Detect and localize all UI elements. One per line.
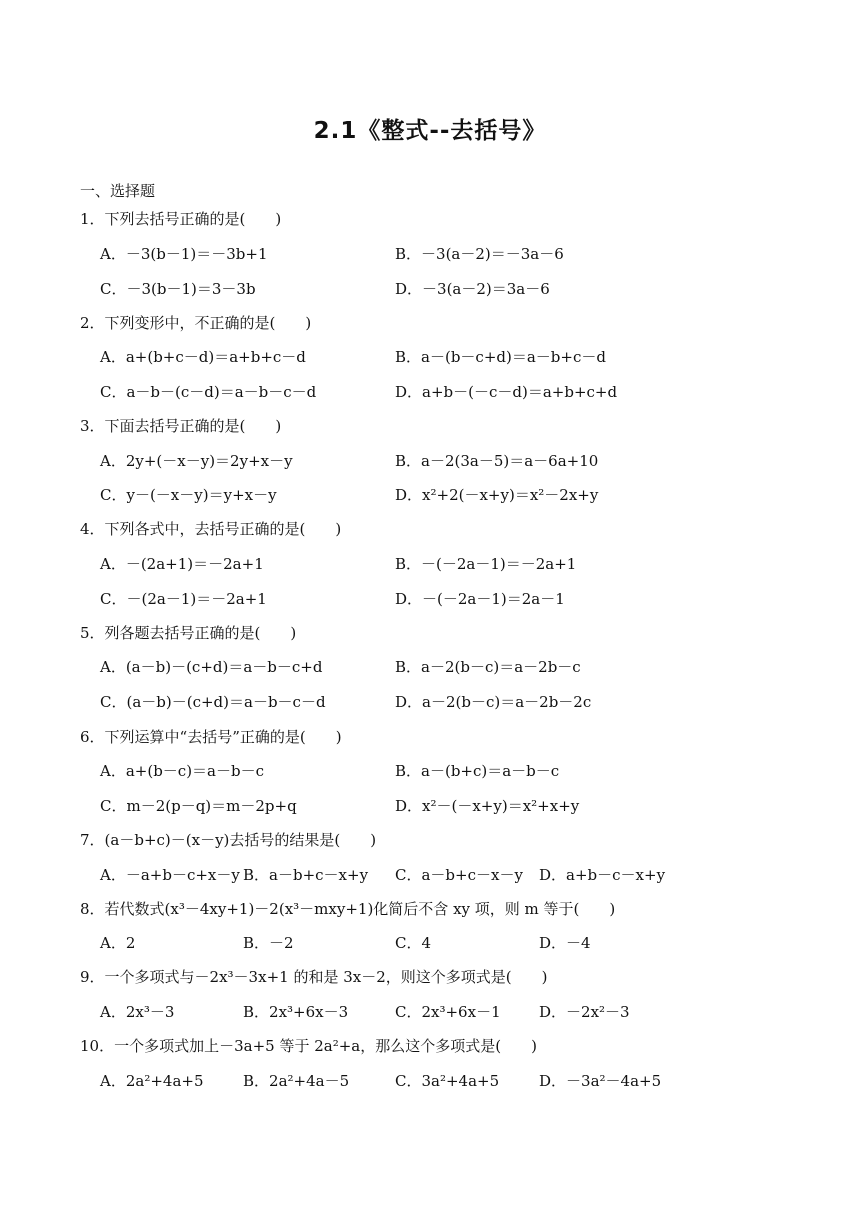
q6-option-c: C．m－2(p－q)＝m－2p+q — [100, 797, 297, 815]
q9-option-b: B．2x³+6x－3 — [243, 1003, 349, 1021]
q4-option-b: B．－(－2a－1)＝－2a+1 — [395, 555, 577, 573]
q4-option-d: D．－(－2a－1)＝2a－1 — [395, 590, 565, 608]
q7-option-c: C．a－b+c－x－y — [395, 866, 523, 884]
q5-option-d: D．a－2(b－c)＝a－2b－2c — [395, 693, 592, 711]
q4-option-a: A．－(2a+1)＝－2a+1 — [100, 555, 264, 573]
question-10: 10．一个多项式加上－3a+5 等于 2a²+a，那么这个多项式是( ) — [80, 1037, 537, 1055]
q8-option-d: D．－4 — [539, 934, 591, 952]
q2-option-a: A．a+(b+c－d)＝a+b+c－d — [100, 348, 306, 366]
q2-option-c: C．a－b－(c－d)＝a－b－c－d — [100, 383, 317, 401]
q4-option-c: C．－(2a－1)＝－2a+1 — [100, 590, 267, 608]
q6-option-d: D．x²－(－x+y)＝x²+x+y — [395, 797, 580, 815]
q9-option-c: C．2x³+6x－1 — [395, 1003, 501, 1021]
q9-option-a: A．2x³－3 — [100, 1003, 175, 1021]
q3-option-d: D．x²+2(－x+y)＝x²－2x+y — [395, 486, 599, 504]
q6-option-b: B．a－(b+c)＝a－b－c — [395, 762, 560, 780]
q5-option-a: A．(a－b)－(c+d)＝a－b－c+d — [100, 658, 323, 676]
q8-option-c: C．4 — [395, 934, 432, 952]
section-heading: 一、选择题 — [80, 182, 156, 200]
question-8: 8．若代数式(x³－4xy+1)－2(x³－mxy+1)化简后不含 xy 项，则 m 等于( ) — [80, 900, 616, 918]
q8-option-a: A．2 — [100, 934, 136, 952]
q1-option-d: D．－3(a－2)＝3a－6 — [395, 280, 550, 298]
page-title: 2.1《整式--去括号》 — [313, 118, 547, 144]
question-1: 1．下列去括号正确的是( ) — [80, 210, 282, 228]
q3-option-a: A．2y+(－x－y)＝2y+x－y — [100, 452, 293, 470]
q5-option-b: B．a－2(b－c)＝a－2b－c — [395, 658, 581, 676]
q10-option-c: C．3a²+4a+5 — [395, 1072, 500, 1090]
q7-option-b: B．a－b+c－x+y — [243, 866, 369, 884]
q8-option-b: B．－2 — [243, 934, 294, 952]
q1-option-c: C．－3(b－1)＝3－3b — [100, 280, 256, 298]
q7-option-d: D．a+b－c－x+y — [539, 866, 666, 884]
q10-option-b: B．2a²+4a－5 — [243, 1072, 350, 1090]
q2-option-b: B．a－(b－c+d)＝a－b+c－d — [395, 348, 606, 366]
question-7: 7．(a－b+c)－(x－y)去括号的结果是( ) — [80, 831, 377, 849]
q1-option-b: B．－3(a－2)＝－3a－6 — [395, 245, 564, 263]
q2-option-d: D．a+b－(－c－d)＝a+b+c+d — [395, 383, 618, 401]
q10-option-d: D．－3a²－4a+5 — [539, 1072, 662, 1090]
q9-option-d: D．－2x²－3 — [539, 1003, 630, 1021]
q3-option-b: B．a－2(3a－5)＝a－6a+10 — [395, 452, 599, 470]
q1-option-a: A．－3(b－1)＝－3b+1 — [100, 245, 268, 263]
question-3: 3．下面去括号正确的是( ) — [80, 417, 282, 435]
q10-option-a: A．2a²+4a+5 — [100, 1072, 204, 1090]
question-2: 2．下列变形中，不正确的是( ) — [80, 314, 312, 332]
question-6: 6．下列运算中“去括号”正确的是( ) — [80, 728, 342, 746]
question-9: 9．一个多项式与－2x³－3x+1 的和是 3x－2，则这个多项式是( ) — [80, 968, 548, 986]
q7-option-a: A．－a+b－c+x－y — [100, 866, 240, 884]
q6-option-a: A．a+(b－c)＝a－b－c — [100, 762, 264, 780]
question-5: 5．列各题去括号正确的是( ) — [80, 624, 297, 642]
q3-option-c: C．y－(－x－y)＝y+x－y — [100, 486, 277, 504]
question-4: 4．下列各式中，去括号正确的是( ) — [80, 520, 342, 538]
q5-option-c: C．(a－b)－(c+d)＝a－b－c－d — [100, 693, 326, 711]
